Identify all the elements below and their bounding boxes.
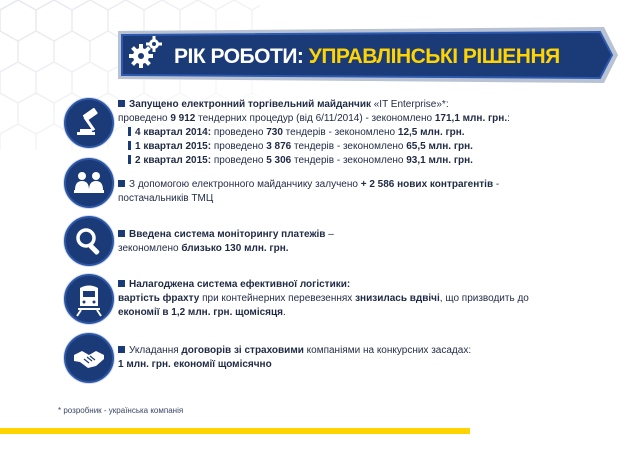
- section-logistics: [118, 278, 529, 320]
- text: зекономлено: [118, 243, 182, 254]
- section-insurance: [118, 344, 471, 372]
- text: тендерів - зекономлено: [291, 155, 407, 166]
- text: постачальників ТМЦ: [118, 193, 214, 204]
- magnifier-icon: [64, 216, 114, 266]
- tenders-savings: 171,1 млн. грн.: [434, 113, 508, 124]
- text: проведено: [211, 155, 267, 166]
- quarter-savings: 65,5 млн. грн.: [406, 141, 473, 152]
- bullet-square: [118, 180, 125, 187]
- text: тендерних процедур (від 6/11/2014) - зекономлено: [195, 113, 435, 124]
- text: компаніями на конкурсних засадах:: [303, 345, 472, 356]
- tenders-count: 9 912: [170, 113, 196, 124]
- contractors-icon: [64, 158, 114, 208]
- text: З допомогою електронного майданчику залучено: [129, 179, 361, 190]
- bullet-square: [118, 346, 125, 353]
- section-tenders: [118, 98, 510, 168]
- quarter-savings: 93,1 млн. грн.: [406, 155, 473, 166]
- title-part-2: УПРАВЛІНСЬКІ РІШЕННЯ: [308, 45, 560, 68]
- logistics-heading: Налагоджена система ефективної логістики:: [129, 279, 351, 290]
- text: проведено: [118, 113, 171, 124]
- text: :: [507, 113, 510, 124]
- text: вартість фрахту: [118, 293, 200, 304]
- text: знизилась вдвічі: [355, 293, 440, 304]
- contractors-count: + 2 586 нових контрагентів: [360, 179, 494, 190]
- tenders-platform: «IT Enterprise»*:: [370, 99, 449, 110]
- payments-heading: Введена система моніторингу платежів: [129, 229, 326, 240]
- text: при контейнерних перевезеннях: [199, 293, 356, 304]
- text: –: [325, 229, 334, 240]
- section-contractors: [118, 178, 499, 206]
- text: Укладання: [129, 345, 182, 356]
- text: , що призводить до: [439, 293, 529, 304]
- title-part-1: РІК РОБОТИ:: [174, 45, 304, 68]
- footnote: * розробник - українська компанія: [58, 406, 184, 415]
- quarter-count: 5 306: [266, 155, 292, 166]
- insurance-savings: 1 млн. грн. економії щомісячно: [118, 359, 272, 370]
- quarter-label: 2 квартал 2015:: [135, 155, 212, 166]
- insurance-heading: договорів зі страховими: [181, 345, 304, 356]
- gavel-icon: [64, 98, 114, 148]
- section-payments: [118, 228, 334, 256]
- quarter-label: 4 квартал 2014:: [135, 127, 212, 138]
- bullet-bar: [128, 127, 131, 136]
- payments-savings: близько 130 млн. грн.: [181, 243, 289, 254]
- tenders-heading: Запущено електронний торгівельний майданчик: [129, 99, 371, 110]
- text: тендерів - зекономлено: [291, 141, 407, 152]
- quarter-label: 1 квартал 2015:: [135, 141, 212, 152]
- text: тендерів - зекономлено: [282, 127, 398, 138]
- logistics-savings: економії в 1,2 млн. грн. щомісяця: [118, 307, 283, 318]
- bullet-bar: [128, 141, 131, 150]
- gears-icon: [126, 32, 166, 72]
- text: .: [283, 307, 286, 318]
- quarter-count: 3 876: [266, 141, 292, 152]
- bullet-square: [118, 100, 125, 107]
- bullet-square: [118, 280, 125, 287]
- bullet-bar: [128, 155, 131, 164]
- train-icon: [64, 274, 114, 324]
- bullet-square: [118, 230, 125, 237]
- quarter-count: 730: [266, 127, 283, 138]
- text: проведено: [211, 127, 267, 138]
- quarter-savings: 12,5 млн. грн.: [397, 127, 465, 138]
- handshake-icon: [64, 333, 114, 383]
- bottom-accent-line: [0, 428, 470, 434]
- text: -: [493, 179, 500, 190]
- text: проведено: [211, 141, 267, 152]
- page-title: [174, 42, 560, 72]
